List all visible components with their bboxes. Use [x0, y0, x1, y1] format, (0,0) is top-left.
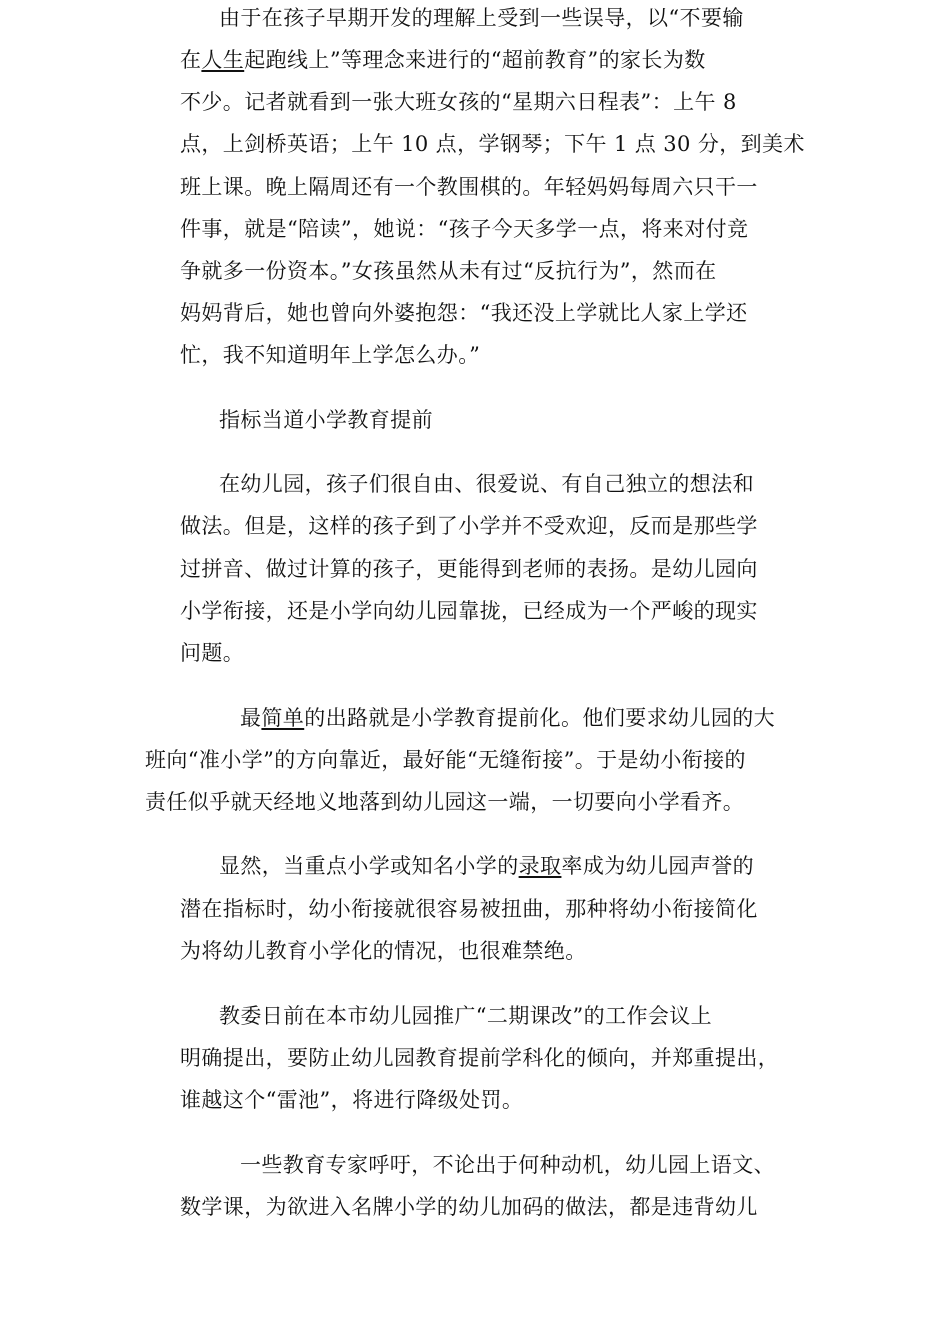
text-run: 班向“准小学”的方向靠近，最好能“无缝衔接”。于是幼小衔接的: [145, 748, 746, 772]
text-run: 的出路就是小学教育提前化。他们要求幼儿园的大: [304, 706, 776, 730]
text-run: 由于在孩子早期开发的理解上受到一些误导，以“不要输: [219, 6, 744, 30]
text-line: [145, 748, 746, 772]
text-line: [240, 706, 775, 730]
text-run: 在幼儿园，孩子们很自由、很爱说、有自己独立的想法和: [219, 472, 754, 496]
text-line: [180, 259, 717, 283]
text-run: 在: [180, 48, 202, 72]
text-line: [180, 48, 706, 72]
underlined-term: 录取: [518, 854, 562, 878]
text-line: [219, 854, 754, 878]
text-run: 班上课。晚上隔周还有一个教围棋的。年轻妈妈每周六只干一: [180, 175, 758, 199]
text-run: 显然，当重点小学或知名小学的: [219, 854, 519, 878]
text-run: 数学课，为欲进入名牌小学的幼儿加码的做法，都是违背幼儿: [180, 1195, 758, 1219]
text-run: 争就多一份资本。”女孩虽然从未有过“反抗行为”，然而在: [180, 259, 717, 283]
text-run: 忙，我不知道明年上学怎么办。”: [180, 343, 481, 367]
underlined-term: 人生: [201, 48, 245, 72]
text-run: 不少。记者就看到一张大班女孩的“星期六日程表”：上午 8: [180, 90, 737, 114]
text-run: 率成为幼儿园声誉的: [561, 854, 755, 878]
text-run: 点，上剑桥英语；上午 10 点，学钢琴；下午 1 点 30 分，到美术: [180, 132, 805, 156]
text-run: 责任似乎就天经地义地落到幼儿园这一端，一切要向小学看齐。: [145, 790, 745, 814]
section-heading: [219, 408, 433, 432]
text-line: [180, 1088, 523, 1112]
text-run: 件事，就是“陪读”，她说：“孩子今天多学一点，将来对付竞: [180, 217, 749, 241]
text-run: 问题。: [180, 641, 245, 665]
text-run: 小学衔接，还是小学向幼儿园靠拢，已经成为一个严峻的现实: [180, 599, 758, 623]
text-run: 最: [240, 706, 262, 730]
text-line: [180, 132, 805, 156]
text-line: [180, 343, 480, 367]
text-run: 妈妈背后，她也曾向外婆抱怨：“我还没上学就比人家上学还: [180, 301, 748, 325]
text-line: [219, 6, 744, 30]
text-run: 谁越这个“雷池”，将进行降级处罚。: [180, 1088, 524, 1112]
text-line: [180, 301, 748, 325]
text-run: 为将幼儿教育小学化的情况，也很难禁绝。: [180, 939, 587, 963]
text-line: [180, 897, 758, 921]
text-line: [180, 939, 587, 963]
text-line: [180, 599, 758, 623]
underlined-term: 简单: [261, 706, 305, 730]
text-line: [145, 790, 744, 814]
text-run: 起跑线上”等理念来进行的“超前教育”的家长为数: [244, 48, 706, 72]
text-line: [180, 90, 737, 114]
text-line: [180, 1195, 758, 1219]
text-line: [180, 514, 758, 538]
text-line: [180, 175, 758, 199]
text-line: [219, 472, 754, 496]
text-run: 教委日前在本市幼儿园推广“二期课改”的工作会议上: [219, 1004, 713, 1028]
text-run: 过拼音、做过计算的孩子，更能得到老师的表扬。是幼儿园向: [180, 557, 758, 581]
text-line: [180, 217, 748, 241]
text-line: [219, 1004, 712, 1028]
text-run: 做法。但是，这样的孩子到了小学并不受欢迎，反而是那些学: [180, 514, 758, 538]
text-run: 一些教育专家呼吁，不论出于何种动机，幼儿园上语文、: [240, 1153, 775, 1177]
text-line: [180, 641, 244, 665]
text-run: 指标当道小学教育提前: [219, 408, 433, 432]
text-line: [180, 557, 758, 581]
text-run: 明确提出，要防止幼儿园教育提前学科化的倾向，并郑重提出，: [180, 1046, 780, 1070]
text-run: 潜在指标时，幼小衔接就很容易被扭曲，那种将幼小衔接简化: [180, 897, 758, 921]
text-line: [180, 1046, 779, 1070]
text-line: [240, 1153, 775, 1177]
